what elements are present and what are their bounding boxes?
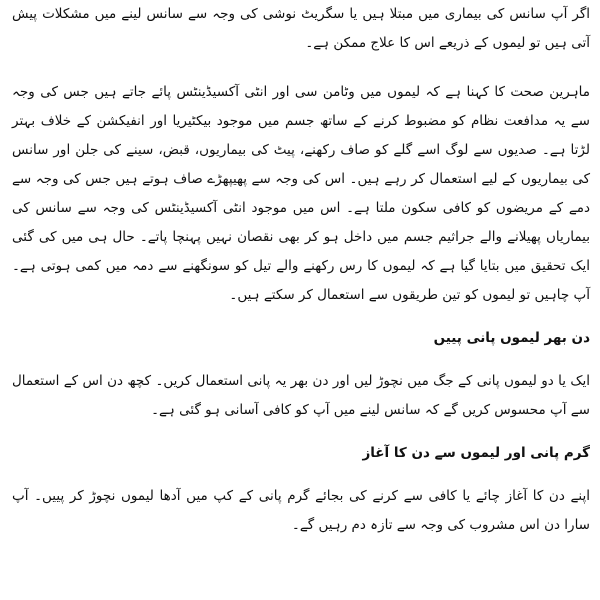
section-text-lemon-water: ایک یا دو لیموں پانی کے جگ میں نچوڑ لیں اور دن بھر یہ پانی استعمال کریں۔ کچھ دن اس کے استعمال سے آپ محسوس کریں گے کہ سانس لینے میں آپ کو کافی آسانی ہو گئی ہے۔ xyxy=(12,373,590,418)
section-heading-warm-water: گرم پانی اور لیموں سے دن کا آغاز xyxy=(362,445,590,461)
section-heading-lemon-water: دن بھر لیموں پانی پییں xyxy=(433,330,590,346)
spacer xyxy=(12,353,590,367)
spacer xyxy=(12,425,590,439)
section-text-warm-water: اپنے دن کا آغاز چائے یا کافی سے کرنے کی بجائے گرم پانی کے کپ میں آدھا لیموں نچوڑ کر پییں۔ آپ سارا دن اس مشروب کی وجہ سے تازہ دم رہیں گے۔ xyxy=(12,488,590,533)
spacer xyxy=(12,468,590,482)
intro-paragraph: اگر آپ سانس کی بیماری میں مبتلا ہیں یا سگریٹ نوشی کی وجہ سے سانس لینے میں مشکلات پیش آتی ہیں تو لیموں کے ذریعے اس کا علاج ممکن ہے۔ xyxy=(12,6,590,51)
body-paragraph: ماہرین صحت کا کہنا ہے کہ لیموں میں وٹامن سی اور انٹی آکسیڈینٹس پائے جاتے ہیں جس کی وجہ سے یہ مدافعت نظام کو مضبوط کرنے کے ساتھ جسم میں موجود بیکٹیریا اور انفیکشن کے خلاف بہتر لڑتا ہے۔ صدیوں سے لوگ اسے گلے کو صاف رکھنے، پیٹ کی بیماریوں، قبض، سینے کی جلن اور سانس کی بیماریوں کے لیے استعمال کر رہے ہیں۔ اس کی وجہ سے پھیپھڑے صاف ہوتے ہیں جس کی وجہ سے دمے کے مریضوں کو کافی سکون ملتا ہے۔ اس میں موجود انٹی آکسیڈینٹس کی وجہ سے سانس کی بیماریاں پھیلانے والے جراثیم جسم میں داخل ہو کر بھی نقصان نہیں پہنچا پاتے۔ حال ہی میں کی گئی ایک تحقیق میں بتایا گیا ہے کہ لیموں کا رس رکھنے والے تیل کو سونگھنے سے دمہ میں کمی ہوتی ہے۔ آپ چاہیں تو لیموں کو تین طریقوں سے استعمال کر سکتے ہیں۔ xyxy=(12,84,590,303)
spacer xyxy=(12,58,590,78)
spacer xyxy=(12,310,590,324)
